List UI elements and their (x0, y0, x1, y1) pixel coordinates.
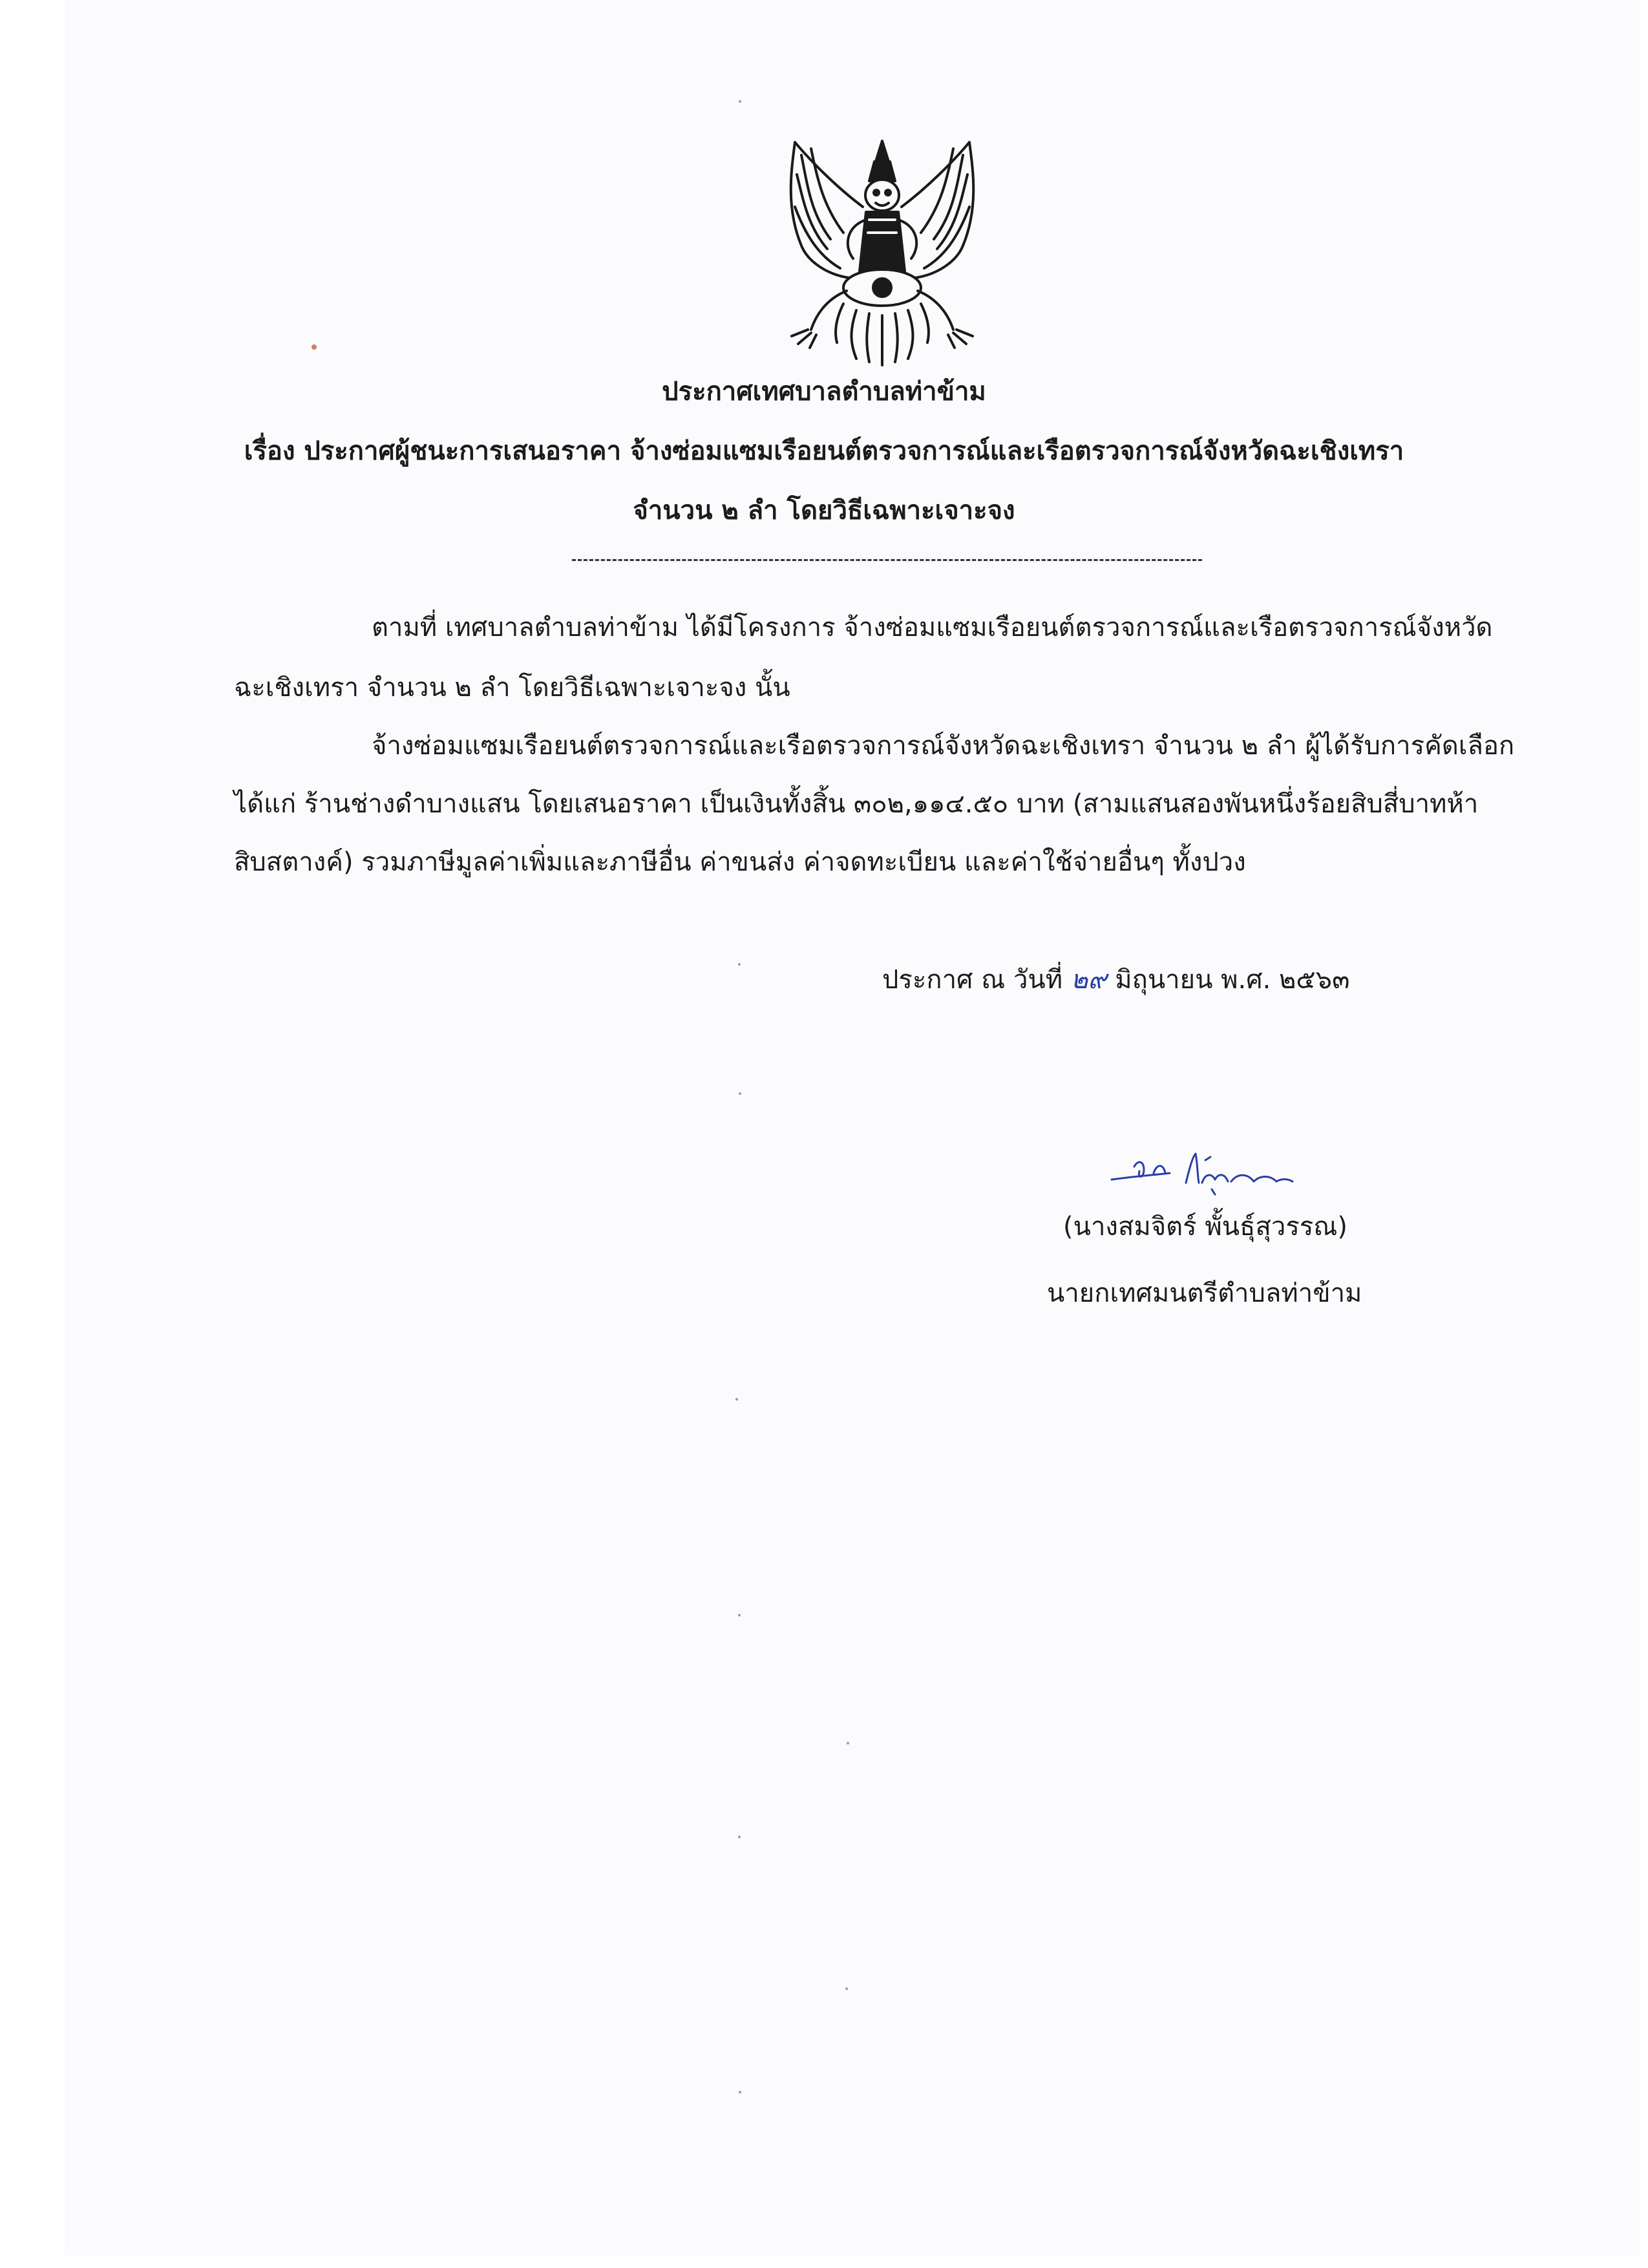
scan-margin-left (0, 0, 65, 2268)
body-paragraph-1-line-2: ฉะเชิงเทรา จำนวน ๒ ลำ โดยวิธีเฉพาะเจาะจง นั้น (234, 673, 790, 703)
date-suffix: มิถุนายน พ.ศ. ๒๕๖๓ (1115, 965, 1350, 995)
scan-margin-bottom (0, 2256, 1648, 2268)
scan-margin-right (1640, 0, 1648, 2268)
scan-speck (739, 1092, 741, 1095)
body-paragraph-2-line-3: สิบสตางค์) รวมภาษีมูลค่าเพิ่มและภาษีอื่น ค่าขนส่ง ค่าจดทะเบียน และค่าใช้จ่ายอื่นๆ ทั้งปวง (234, 847, 1246, 877)
handwritten-signature-icon (1108, 1144, 1296, 1202)
scan-speck (738, 1614, 741, 1616)
scan-speck (847, 1742, 849, 1744)
scan-speck (738, 1836, 741, 1838)
date-day-handwritten: ๒๙ (1070, 965, 1107, 995)
body-paragraph-1-line-1: ตามที่ เทศบาลตำบลท่าข้าม ได้มีโครงการ จ้างซ่อมแซมเรือยนต์ตรวจการณ์และเรือตรวจการณ์จังหวัด (372, 613, 1493, 642)
garuda-emblem-icon (772, 136, 992, 368)
document-subject: เรื่อง ประกาศผู้ชนะการเสนอราคา จ้างซ่อมแซมเรือยนต์ตรวจการณ์และเรือตรวจการณ์จังหวัดฉะเชิงเทรา (244, 436, 1404, 466)
scan-speck (739, 100, 741, 103)
dashed-divider (572, 559, 1202, 561)
scan-speck (312, 344, 317, 350)
date-prefix: ประกาศ ณ วันที่ (882, 965, 1063, 995)
scan-speck (845, 1987, 848, 1990)
scan-speck (738, 963, 741, 966)
scan-speck (739, 2091, 741, 2093)
body-paragraph-2-line-1: จ้างซ่อมแซมเรือยนต์ตรวจการณ์และเรือตรวจการณ์จังหวัดฉะเชิงเทรา จำนวน ๒ ลำ ผู้ได้รับการคัดเลือก (372, 731, 1515, 761)
signatory-name: (นางสมจิตร์ พั้นธุ์สุวรรณ) (1063, 1212, 1348, 1242)
document-subject-line2: จำนวน ๒ ลำ โดยวิธีเฉพาะเจาะจง (633, 496, 1015, 525)
document-title: ประกาศเทศบาลตำบลท่าข้าม (662, 377, 986, 407)
body-paragraph-2-line-2: ได้แก่ ร้านช่างดำบางแสน โดยเสนอราคา เป็นเงินทั้งสิ้น ๓๐๒,๑๑๔.๕๐ บาท (สามแสนสองพันหนึ่งร้อยสิบสี่บาทห้า (234, 789, 1479, 819)
signatory-position: นายกเทศมนตรีตำบลท่าข้าม (1047, 1278, 1362, 1308)
announcement-date (882, 963, 1349, 997)
scan-speck (735, 1398, 738, 1401)
